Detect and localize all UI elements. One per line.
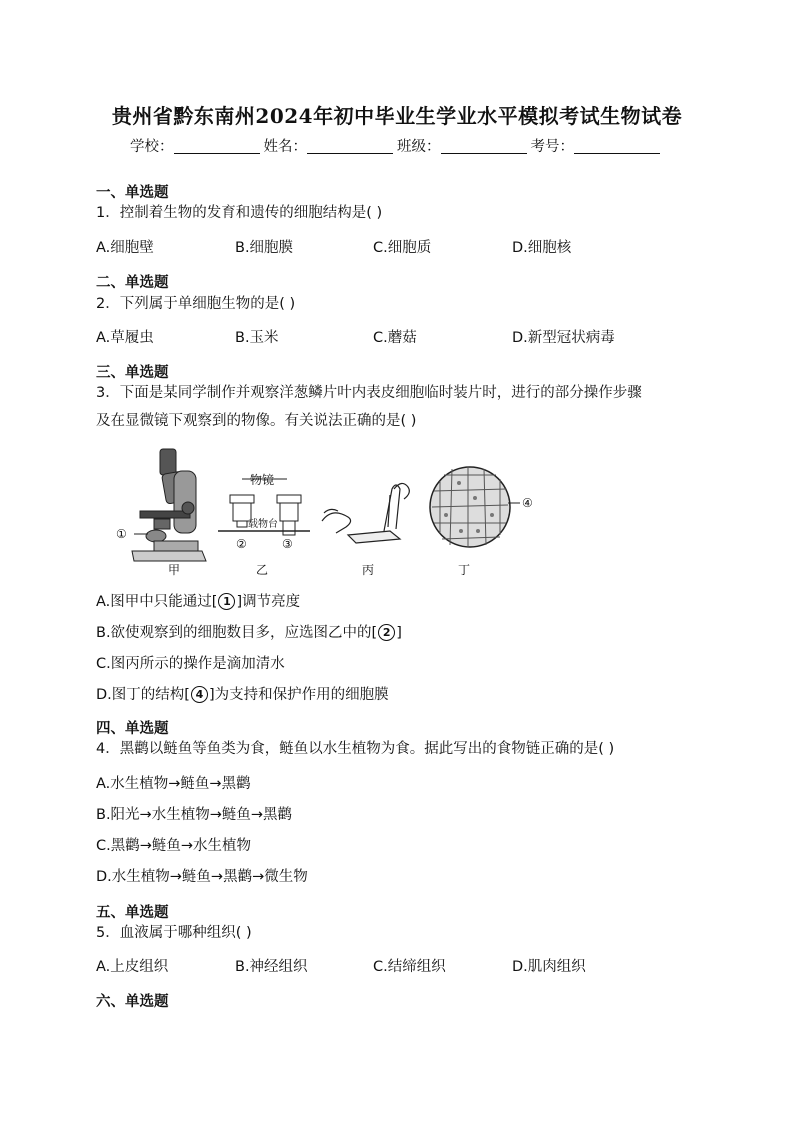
option-text: ]为支持和保护作用的细胞膜 — [208, 687, 389, 703]
callout-2: ② — [236, 537, 247, 551]
question-stem — [96, 379, 706, 435]
figure-label-ding: 丁 — [458, 563, 471, 577]
option-a[interactable]: A.细胞壁 — [96, 240, 154, 256]
question-stem: 2．下列属于单细胞生物的是( ) — [96, 296, 296, 312]
section-heading: 五、单选题 — [96, 905, 169, 921]
circled-number: 1 — [218, 593, 235, 610]
option-b[interactable]: B.玉米 — [235, 330, 279, 346]
option-c[interactable]: C.蘑菇 — [373, 330, 417, 346]
hands-drawing — [322, 483, 409, 543]
number-label: 考号： — [530, 139, 574, 155]
option-text: A.图甲中只能通过[ — [96, 594, 218, 610]
cells-drawing — [430, 467, 520, 547]
option-b[interactable] — [96, 621, 402, 642]
option-a[interactable] — [96, 590, 300, 611]
option-d[interactable]: D.水生植物→鲢鱼→黑鹳→微生物 — [96, 869, 308, 885]
callout-stage: 载物台 — [248, 519, 278, 530]
callout-objective: 物镜 — [250, 473, 275, 487]
option-a[interactable]: A.草履虫 — [96, 330, 154, 346]
figure-label-bing: 丙 — [362, 563, 375, 577]
name-label: 姓名： — [263, 139, 307, 155]
option-d[interactable]: D.新型冠状病毒 — [512, 330, 615, 346]
callout-4: ④ — [522, 496, 533, 510]
name-blank[interactable] — [307, 139, 393, 154]
question-stem: 5．血液属于哪种组织( ) — [96, 925, 252, 941]
stem-line: 3．下面是某同学制作并观察洋葱鳞片叶内表皮细胞临时装片时，进行的部分操作步骤 — [96, 385, 642, 401]
option-b[interactable]: B.阳光→水生植物→鲢鱼→黑鹳 — [96, 807, 293, 823]
option-text: ]调节亮度 — [236, 594, 301, 610]
section-heading: 六、单选题 — [96, 994, 169, 1010]
page-title: 贵州省黔东南州2024年初中毕业生学业水平模拟考试生物试卷 — [111, 104, 683, 128]
option-a[interactable]: A.水生植物→鲢鱼→黑鹳 — [96, 776, 251, 792]
experiment-figure — [112, 443, 562, 578]
section-heading: 四、单选题 — [96, 721, 169, 737]
section-heading: 一、单选题 — [96, 185, 169, 201]
option-b[interactable]: B.细胞膜 — [235, 240, 294, 256]
question-stem: 4．黑鹳以鲢鱼等鱼类为食，鲢鱼以水生植物为食。据此写出的食物链正确的是( ) — [96, 741, 615, 757]
option-a[interactable]: A.上皮组织 — [96, 959, 169, 975]
number-blank[interactable] — [574, 139, 660, 154]
circled-number: 4 — [191, 686, 208, 703]
figure-label-yi: 乙 — [256, 563, 269, 577]
student-info-line — [0, 135, 794, 156]
option-b[interactable]: B.神经组织 — [235, 959, 308, 975]
school-blank[interactable] — [174, 139, 260, 154]
section-heading: 三、单选题 — [96, 365, 169, 381]
figure-drawings — [112, 443, 562, 578]
option-text: ] — [396, 625, 402, 641]
option-d[interactable] — [96, 683, 389, 704]
stem-line: 及在显微镜下观察到的物像。有关说法正确的是( ) — [96, 413, 417, 429]
circled-number: 2 — [378, 624, 395, 641]
option-c[interactable]: C.结缔组织 — [373, 959, 446, 975]
section-heading: 二、单选题 — [96, 275, 169, 291]
question-stem: 1．控制着生物的发育和遗传的细胞结构是( ) — [96, 205, 383, 221]
figure-label-jia: 甲 — [168, 563, 181, 577]
class-label: 班级： — [397, 139, 441, 155]
option-d[interactable]: D.肌肉组织 — [512, 959, 586, 975]
callout-3: ③ — [282, 537, 293, 551]
class-blank[interactable] — [441, 139, 527, 154]
option-d[interactable]: D.细胞核 — [512, 240, 572, 256]
callout-1: ① — [116, 527, 127, 541]
option-text: B.欲使观察到的细胞数目多，应选图乙中的[ — [96, 625, 378, 641]
school-label: 学校： — [130, 139, 174, 155]
option-c[interactable]: C.黑鹳→鲢鱼→水生植物 — [96, 838, 252, 854]
option-text: D.图丁的结构[ — [96, 687, 190, 703]
option-c[interactable]: C.细胞质 — [373, 240, 432, 256]
microscope-drawing — [132, 449, 206, 561]
option-c[interactable]: C.图丙所示的操作是滴加清水 — [96, 656, 285, 672]
